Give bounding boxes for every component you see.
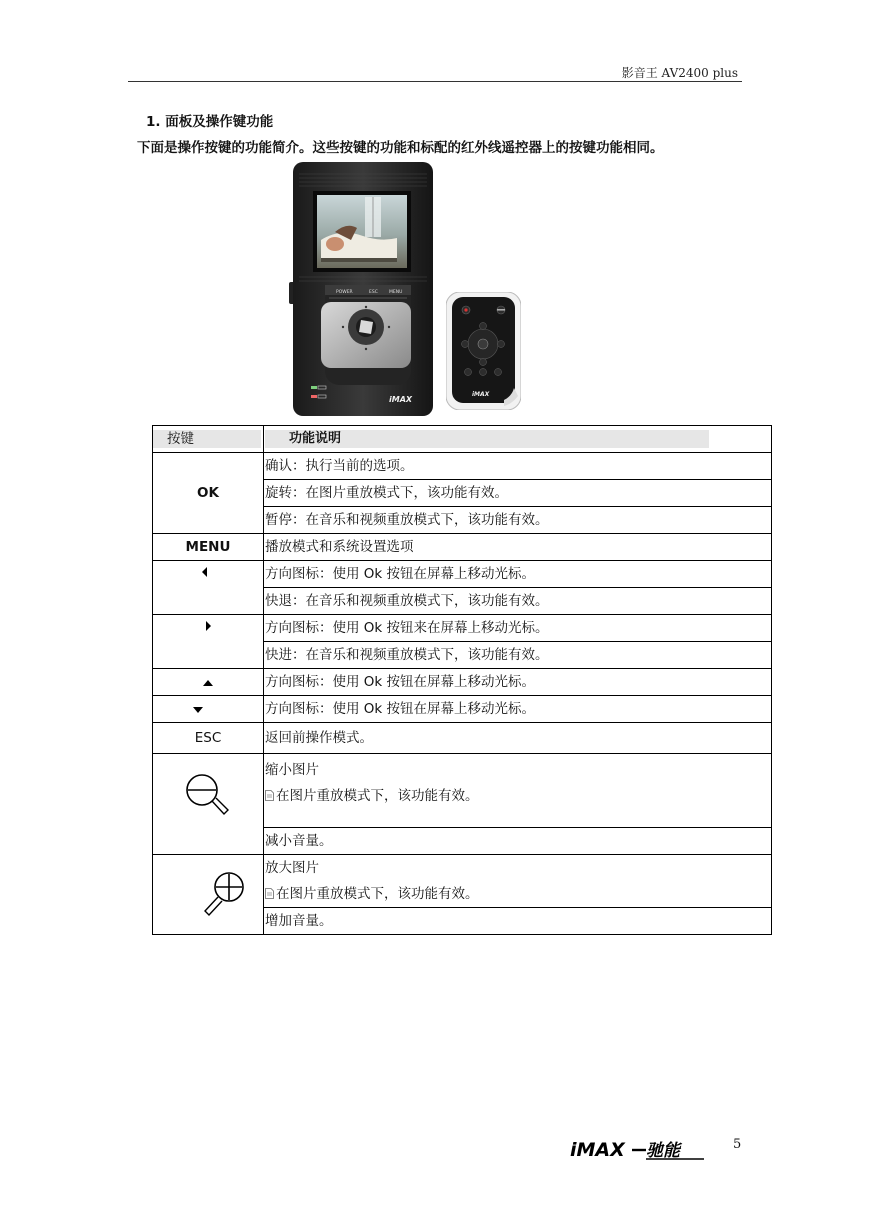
up-key-cell <box>153 669 264 696</box>
menu-desc: 播放模式和系统设置选项 <box>264 534 772 561</box>
esc-desc: 返回前操作模式。 <box>264 723 772 754</box>
intro-paragraph: 下面是操作按键的功能简介。这些按键的功能和标配的红外线遥控器上的按键功能相同。 <box>137 140 664 156</box>
menu-key-cell: MENU <box>153 534 264 561</box>
document-icon <box>265 888 274 899</box>
player-device-image <box>285 162 437 416</box>
section-title: 1. 面板及操作键功能 <box>146 114 274 130</box>
power-button-label: POWER <box>336 290 353 295</box>
zoom-out-desc <box>264 754 772 828</box>
header-key-cell <box>153 426 264 453</box>
remote-brand-logo: iMAX <box>472 391 490 398</box>
zoom-in-desc <box>264 855 772 908</box>
table-row <box>153 754 772 828</box>
right-arrow-icon <box>206 621 212 631</box>
left-desc-direction: 方向图标：使用 Ok 按钮在屏幕上移动光标。 <box>264 561 772 588</box>
down-desc: 方向图标：使用 Ok 按钮在屏幕上移动光标。 <box>264 696 772 723</box>
ok-desc-pause: 暂停：在音乐和视频重放模式下，该功能有效。 <box>264 507 772 534</box>
zoom-in-icon <box>201 871 247 917</box>
zoom-out-volume: 减小音量。 <box>264 828 772 855</box>
up-arrow-icon <box>203 680 213 686</box>
table-row <box>153 855 772 908</box>
footer-logo-latin: iMAX <box>570 1139 625 1161</box>
right-desc-direction: 方向图标：使用 Ok 按钮来在屏幕上移动光标。 <box>264 615 772 642</box>
page-number: 5 <box>733 1137 742 1152</box>
header-rule <box>128 81 742 82</box>
footer-brand-logo <box>570 1138 710 1162</box>
esc-button-label: ESC <box>369 290 378 295</box>
table-row <box>153 669 772 696</box>
zoom-in-line2: 在图片重放模式下，该功能有效。 <box>265 881 770 907</box>
zoom-out-icon <box>184 772 232 818</box>
zoom-out-key-cell <box>153 754 264 855</box>
left-key-cell <box>153 561 264 615</box>
header-key-label: 按键 <box>153 430 261 448</box>
table-row <box>153 453 772 480</box>
zoom-in-key-cell <box>153 855 264 935</box>
header-title: 影音王 AV2400 plus <box>621 66 738 80</box>
right-key-cell <box>153 615 264 669</box>
document-icon <box>265 790 274 801</box>
header-desc-label: 功能说明 <box>265 430 709 448</box>
footer-logo-cn: 驰能 <box>646 1141 680 1161</box>
esc-key-cell: ESC <box>153 723 264 754</box>
left-arrow-icon <box>202 567 208 577</box>
up-desc: 方向图标：使用 Ok 按钮在屏幕上移动光标。 <box>264 669 772 696</box>
ok-key-cell: OK <box>153 453 264 534</box>
table-header-row <box>153 426 772 453</box>
down-key-cell <box>153 696 264 723</box>
header-desc-cell <box>264 426 772 453</box>
table-row <box>153 561 772 588</box>
table-row <box>153 534 772 561</box>
zoom-in-volume: 增加音量。 <box>264 908 772 935</box>
device-brand-logo: iMAX <box>389 395 413 404</box>
remote-control-image <box>446 292 521 410</box>
menu-button-label: MENU <box>389 290 403 295</box>
zoom-out-line1: 缩小图片 <box>265 762 319 778</box>
ok-desc-rotate: 旋转：在图片重放模式下，该功能有效。 <box>264 480 772 507</box>
table-row <box>153 615 772 642</box>
table-row <box>153 723 772 754</box>
ok-desc-confirm: 确认：执行当前的选项。 <box>264 453 772 480</box>
table-row <box>153 696 772 723</box>
key-function-table <box>152 425 772 935</box>
down-arrow-icon <box>193 707 203 713</box>
right-desc-fastforward: 快进：在音乐和视频重放模式下，该功能有效。 <box>264 642 772 669</box>
left-desc-rewind: 快退：在音乐和视频重放模式下，该功能有效。 <box>264 588 772 615</box>
zoom-out-line2: 在图片重放模式下，该功能有效。 <box>265 783 770 809</box>
zoom-in-line1: 放大图片 <box>265 860 319 876</box>
